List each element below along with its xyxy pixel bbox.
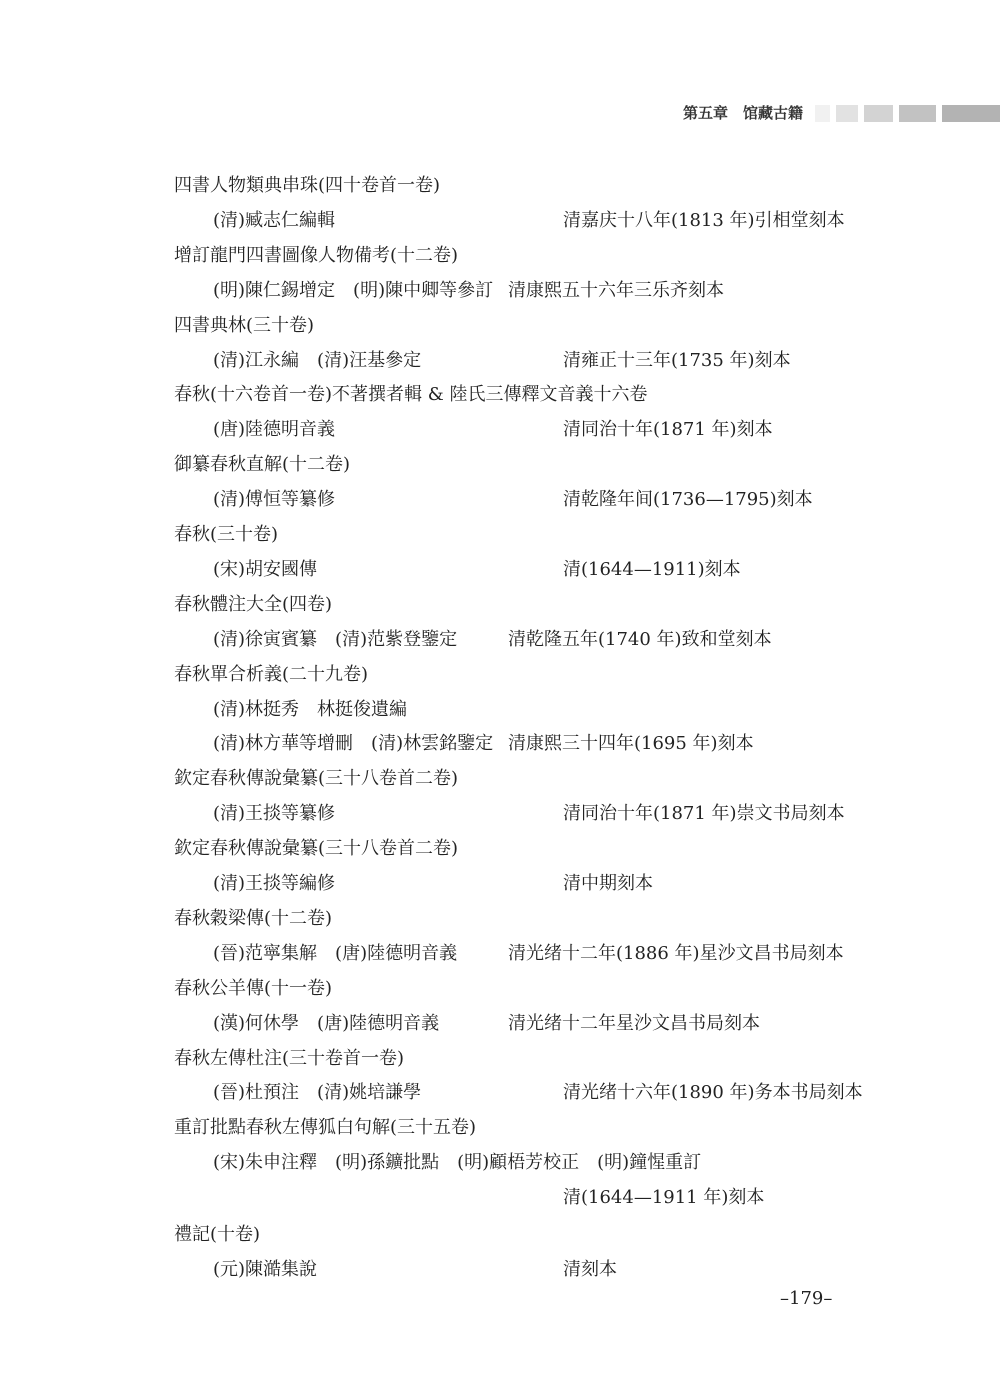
entry-edition: 清乾隆五年(1740 年)致和堂刻本 bbox=[508, 629, 772, 650]
entry-edition: 清(1644—1911)刻本 bbox=[563, 559, 741, 580]
entry-author: (清)王掞等纂修 bbox=[213, 803, 336, 824]
entry-edition: 清嘉庆十八年(1813 年)引相堂刻本 bbox=[563, 210, 845, 231]
entry-title: 春秋(十六卷首一卷)不著撰者輯 & 陸氏三傳釋文音義十六卷 bbox=[174, 384, 648, 405]
entry-author: (宋)朱申注釋 (明)孫鑛批點 (明)顧梧芳校正 (明)鐘惺重訂 bbox=[213, 1152, 702, 1173]
header-bar-1 bbox=[815, 105, 830, 122]
entry-author: (明)陳仁錫增定 (明)陳中卿等參訂 bbox=[213, 280, 494, 301]
entry-author: (晉)范寧集解 (唐)陸德明音義 bbox=[213, 943, 458, 964]
entry-edition: 清光绪十二年星沙文昌书局刻本 bbox=[508, 1013, 760, 1034]
entry-title: 四書典林(三十卷) bbox=[174, 315, 315, 336]
entry-title: 春秋左傳杜注(三十卷首一卷) bbox=[174, 1048, 405, 1069]
header-bar-5 bbox=[942, 105, 1000, 122]
entry-author: (清)徐寅賓纂 (清)范紫登鑒定 bbox=[213, 629, 458, 650]
entry-author: (清)王掞等編修 bbox=[213, 873, 336, 894]
entry-edition: 清刻本 bbox=[563, 1259, 617, 1280]
entry-edition: 清光绪十二年(1886 年)星沙文昌书局刻本 bbox=[508, 943, 844, 964]
entry-author: (晉)杜預注 (清)姚培謙學 bbox=[213, 1082, 422, 1103]
page-number: –179– bbox=[780, 1288, 833, 1309]
entry-edition: 清康熙五十六年三乐齐刻本 bbox=[508, 280, 724, 301]
entry-title: 春秋(三十卷) bbox=[174, 524, 279, 545]
chapter-title: 第五章 馆藏古籍 bbox=[683, 104, 804, 122]
entry-edition: 清同治十年(1871 年)崇文书局刻本 bbox=[563, 803, 845, 824]
entry-edition: 清光绪十六年(1890 年)务本书局刻本 bbox=[563, 1082, 863, 1103]
entry-author: (清)傅恒等纂修 bbox=[213, 489, 336, 510]
entry-title: 欽定春秋傳說彙纂(三十八卷首二卷) bbox=[174, 838, 459, 859]
entry-author: (宋)胡安國傳 bbox=[213, 559, 318, 580]
entry-title: 禮記(十卷) bbox=[174, 1224, 261, 1245]
running-header bbox=[0, 103, 1000, 123]
entry-title: 增訂龍門四書圖像人物備考(十二卷) bbox=[174, 245, 459, 266]
entry-edition: 清同治十年(1871 年)刻本 bbox=[563, 419, 773, 440]
entry-title: 春秋單合析義(二十九卷) bbox=[174, 664, 369, 685]
entry-title: 春秋穀梁傳(十二卷) bbox=[174, 908, 333, 929]
entry-author: (清)林挺秀 林挺俊遺編 bbox=[213, 699, 408, 720]
entry-edition: 清康熙三十四年(1695 年)刻本 bbox=[508, 733, 754, 754]
entry-title: 重訂批點春秋左傳狐白句解(三十五卷) bbox=[174, 1117, 477, 1138]
entry-edition: 清(1644—1911 年)刻本 bbox=[563, 1187, 765, 1208]
header-bar-4 bbox=[899, 105, 936, 122]
entry-author: (漢)何休學 (唐)陸德明音義 bbox=[213, 1013, 440, 1034]
entry-title: 四書人物類典串珠(四十卷首一卷) bbox=[174, 175, 441, 196]
entry-edition: 清雍正十三年(1735 年)刻本 bbox=[563, 350, 791, 371]
entry-author: (清)江永編 (清)汪基參定 bbox=[213, 350, 422, 371]
entry-title: 御纂春秋直解(十二卷) bbox=[174, 454, 351, 475]
entry-author: (清)臧志仁編輯 bbox=[213, 210, 336, 231]
entry-edition: 清乾隆年间(1736—1795)刻本 bbox=[563, 489, 813, 510]
entry-title: 春秋體注大全(四卷) bbox=[174, 594, 333, 615]
entry-title: 春秋公羊傳(十一卷) bbox=[174, 978, 333, 999]
entry-edition: 清中期刻本 bbox=[563, 873, 653, 894]
entry-title: 欽定春秋傳說彙纂(三十八卷首二卷) bbox=[174, 768, 459, 789]
header-bar-3 bbox=[864, 105, 893, 122]
header-bar-2 bbox=[836, 105, 858, 122]
entry-author: (唐)陸德明音義 bbox=[213, 419, 336, 440]
entry-author: (元)陳澔集說 bbox=[213, 1259, 318, 1280]
entry-author: (清)林方華等增刪 (清)林雲銘鑒定 bbox=[213, 733, 494, 754]
